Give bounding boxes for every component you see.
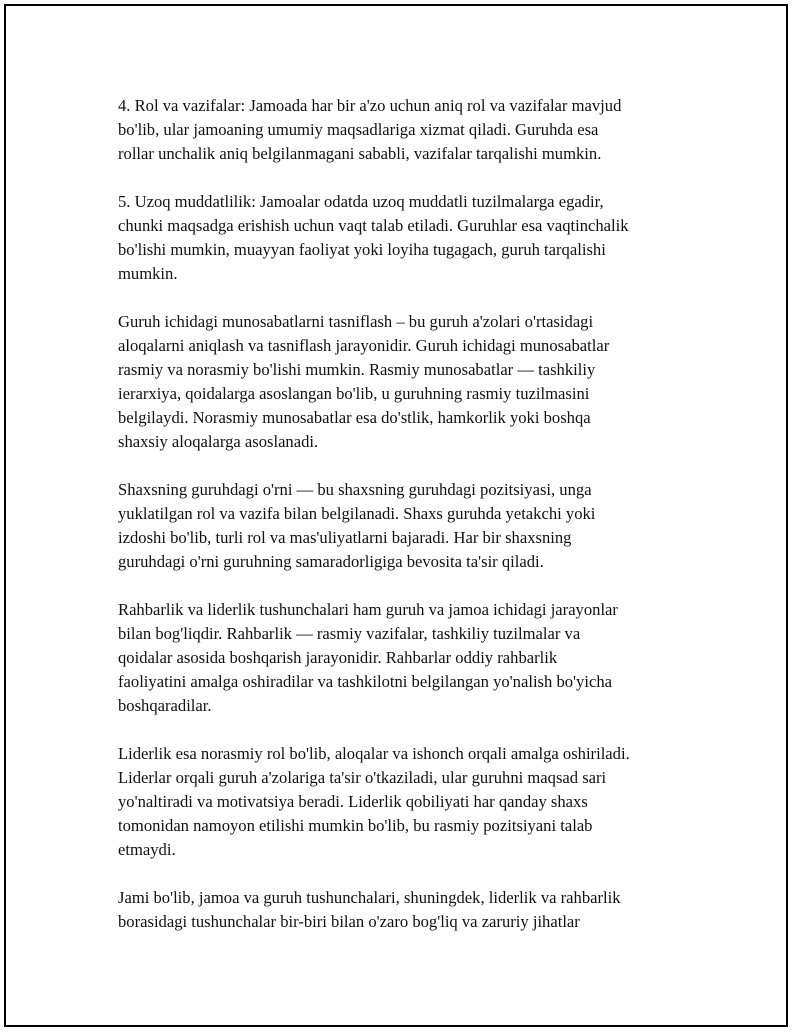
text-line: Jami bo'lib, jamoa va guruh tushunchalari, shuningdek, liderlik va rahbarlik [118, 888, 621, 907]
paragraph-leadership [118, 742, 698, 862]
text-line: faoliyatini amalga oshiradilar va tashkilotni belgilangan yo'nalish bo'yicha [118, 672, 612, 691]
text-line: shaxsiy aloqalarga asoslanadi. [118, 432, 319, 451]
text-line: bilan bog'liqdir. Rahbarlik — rasmiy vazifalar, tashkiliy tuzilmalar va [118, 624, 581, 643]
text-line: bo'lishi mumkin, muayyan faoliyat yoki loyiha tugagach, guruh tarqalishi [118, 240, 606, 259]
text-line: yuklatilgan rol va vazifa bilan belgilanadi. Shaxs guruhda yetakchi yoki [118, 504, 596, 523]
paragraph-individual-role [118, 478, 698, 574]
text-line: mumkin. [118, 264, 178, 283]
paragraph-summary [118, 886, 698, 934]
text-line: ierarxiya, qoidalarga asoslangan bo'lib, u guruhning rasmiy tuzilmasini [118, 384, 590, 403]
text-line: Rahbarlik va liderlik tushunchalari ham guruh va jamoa ichidagi jarayonlar [118, 600, 618, 619]
text-line: etmaydi. [118, 840, 176, 859]
text-line: bo'lib, ular jamoaning umumiy maqsadlariga xizmat qiladi. Guruhda esa [118, 120, 599, 139]
text-line: boshqaradilar. [118, 696, 212, 715]
text-line: Liderlar orqali guruh a'zolariga ta'sir o'tkaziladi, ular guruhni maqsad sari [118, 768, 607, 787]
paragraph-management [118, 598, 698, 718]
text-line: 4. Rol va vazifalar: Jamoada har bir a'zo uchun aniq rol va vazifalar mavjud [118, 96, 622, 115]
text-line: tomonidan namoyon etilishi mumkin bo'lib, bu rasmiy pozitsiyani talab [118, 816, 593, 835]
text-line: Liderlik esa norasmiy rol bo'lib, aloqalar va ishonch orqali amalga oshiriladi. [118, 744, 630, 763]
text-line: qoidalar asosida boshqarish jarayonidir. Rahbarlar oddiy rahbarlik [118, 648, 558, 667]
text-line: yo'naltiradi va motivatsiya beradi. Liderlik qobiliyati har qanday shaxs [118, 792, 588, 811]
text-line: rollar unchalik aniq belgilanmagani sababli, vazifalar tarqalishi mumkin. [118, 144, 602, 163]
text-line: chunki maqsadga erishish uchun vaqt talab etiladi. Guruhlar esa vaqtinchalik [118, 216, 629, 235]
text-line: Guruh ichidagi munosabatlarni tasniflash – bu guruh a'zolari o'rtasidagi [118, 312, 594, 331]
paragraph-longevity [118, 190, 698, 286]
document-body [118, 94, 698, 958]
text-line: rasmiy va norasmiy bo'lishi mumkin. Rasmiy munosabatlar — tashkiliy [118, 360, 596, 379]
text-line: Shaxsning guruhdagi o'rni — bu shaxsning guruhdagi pozitsiyasi, unga [118, 480, 592, 499]
text-line: borasidagi tushunchalar bir-biri bilan o'zaro bog'liq va zaruriy jihatlar [118, 912, 580, 931]
text-line: guruhdagi o'rni guruhning samaradorligiga bevosita ta'sir qiladi. [118, 552, 544, 571]
paragraph-relations-classification [118, 310, 698, 454]
text-line: belgilaydi. Norasmiy munosabatlar esa do'stlik, hamkorlik yoki boshqa [118, 408, 591, 427]
text-line: izdoshi bo'lib, turli rol va mas'uliyatlarni bajaradi. Har bir shaxsning [118, 528, 572, 547]
paragraph-roles [118, 94, 698, 166]
text-line: 5. Uzoq muddatlilik: Jamoalar odatda uzoq muddatli tuzilmalarga egadir, [118, 192, 604, 211]
text-line: aloqalarni aniqlash va tasniflash jarayonidir. Guruh ichidagi munosabatlar [118, 336, 610, 355]
